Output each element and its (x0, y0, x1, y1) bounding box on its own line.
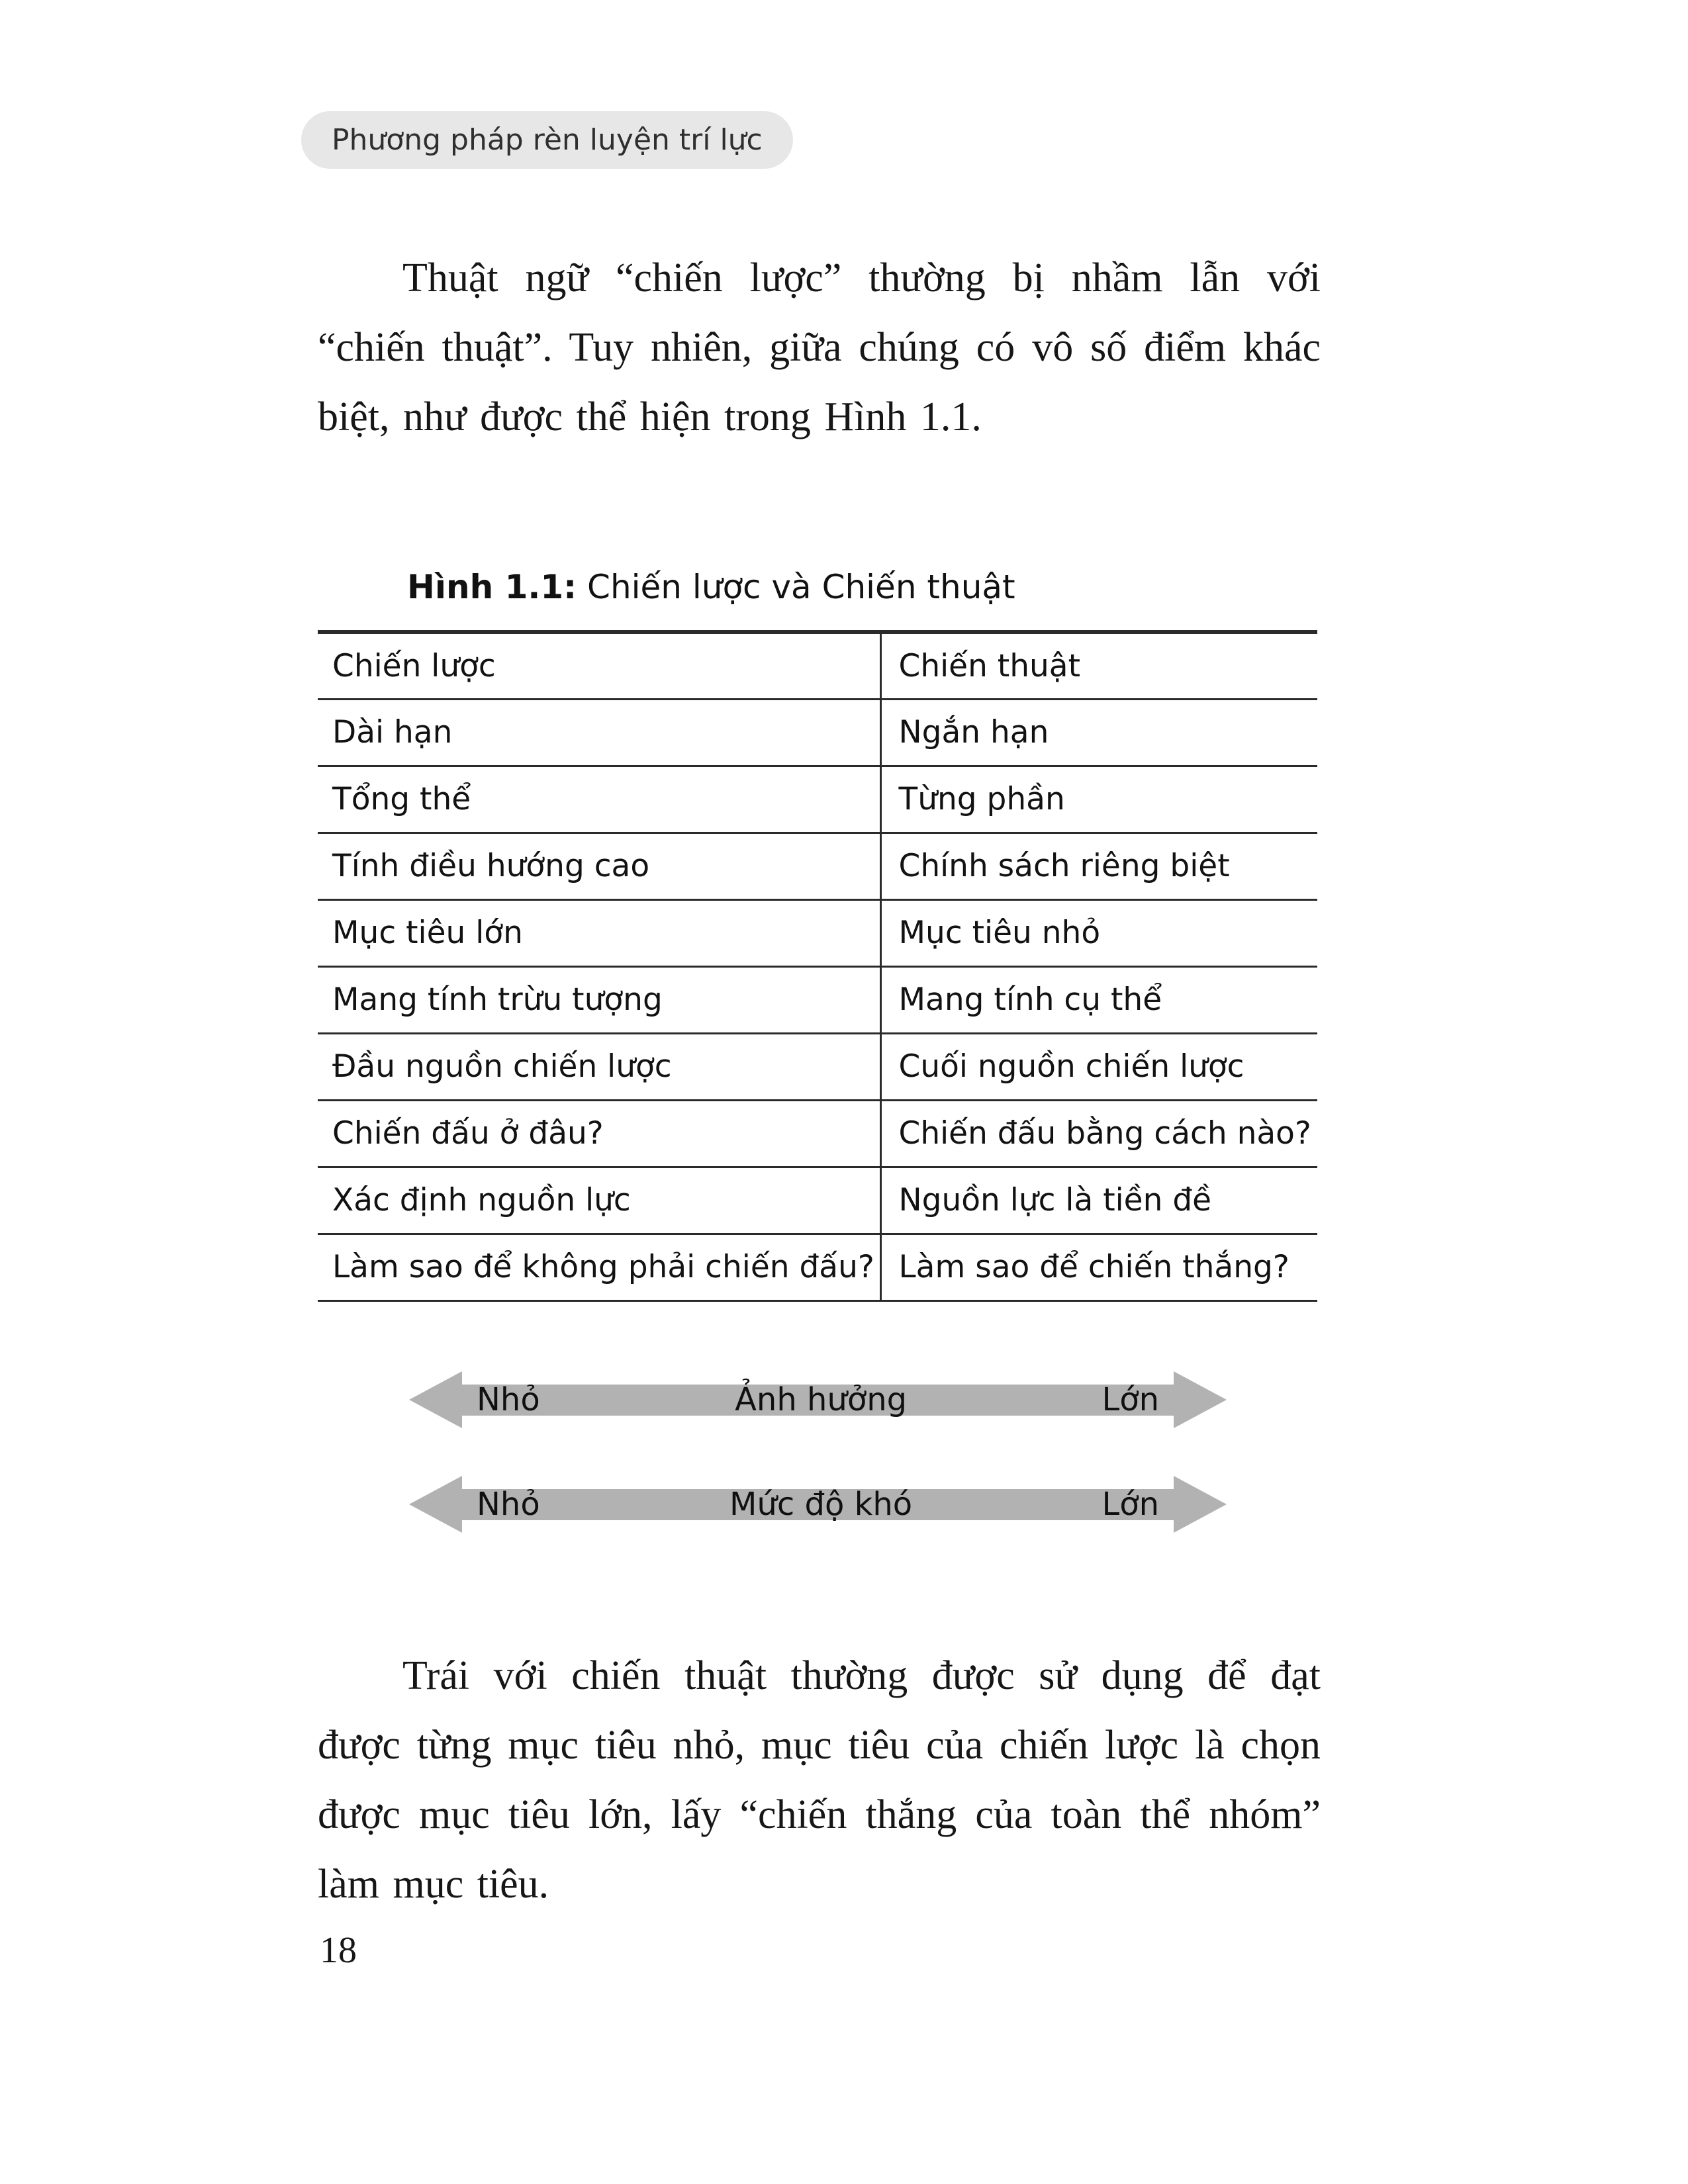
arrow-label-center: Ảnh hưởng (735, 1381, 908, 1418)
table-cell-left: Chiến đấu ở đâu? (318, 1100, 880, 1167)
table-cell-left: Mang tính trừu tượng (318, 966, 880, 1033)
arrow-left-head-icon (409, 1476, 462, 1533)
arrow-label-left: Nhỏ (477, 1381, 540, 1418)
arrow-bar (462, 1381, 1174, 1418)
arrow-right-head-icon (1174, 1476, 1227, 1533)
table-row (318, 699, 1317, 766)
table-row (318, 899, 1317, 966)
arrow-label-right: Lớn (1102, 1381, 1159, 1418)
running-head-label: Phương pháp rèn luyện trí lực (332, 123, 763, 157)
table-cell-right: Cuối nguồn chiến lược (880, 1033, 1317, 1100)
running-head (301, 111, 793, 169)
table-row (318, 1033, 1317, 1100)
arrow-label-left: Nhỏ (477, 1485, 540, 1523)
paragraph-intro: Thuật ngữ “chiến lược” thường bị nhầm lẫn với “chiến thuật”. Tuy nhiên, giữa chúng có vô số điểm khác biệt, như được thể hiện trong Hình 1.1. (318, 255, 1321, 439)
table-cell-left: Tính điều hướng cao (318, 833, 880, 899)
paragraph-closing: Trái với chiến thuật thường được sử dụng để đạt được từng mục tiêu nhỏ, mục tiêu của chiến lược là chọn được mục tiêu lớn, lấy “chiến thắng của toàn thể nhóm” làm mục tiêu. (318, 1653, 1321, 1907)
table-cell-left: Đầu nguồn chiến lược (318, 1033, 880, 1100)
table-row (318, 1167, 1317, 1234)
figure-caption-text: Chiến lược và Chiến thuật (577, 568, 1015, 606)
table-cell-right: Chiến đấu bằng cách nào? (880, 1100, 1317, 1167)
page-number: 18 (320, 1930, 357, 1971)
table-cell-left: Xác định nguồn lực (318, 1167, 880, 1234)
table-cell-right: Ngắn hạn (880, 699, 1317, 766)
table-cell-right: Chính sách riêng biệt (880, 833, 1317, 899)
arrow-right-head-icon (1174, 1371, 1227, 1428)
strategy-tactics-table (318, 630, 1317, 1302)
table-cell-right: Từng phần (880, 766, 1317, 833)
figure-caption (407, 568, 1015, 606)
table-cell-left: Dài hạn (318, 699, 880, 766)
arrow-bar (462, 1485, 1174, 1523)
table-row (318, 632, 1317, 699)
table-row (318, 1234, 1317, 1300)
table-cell-left: Làm sao để không phải chiến đấu? (318, 1234, 880, 1300)
table-cell-left: Tổng thể (318, 766, 880, 833)
table-row (318, 766, 1317, 833)
table-cell-left: Mục tiêu lớn (318, 899, 880, 966)
table-cell-right: Nguồn lực là tiền đề (880, 1167, 1317, 1234)
table-cell-right: Mang tính cụ thể (880, 966, 1317, 1033)
difficulty-arrow (409, 1468, 1227, 1541)
table-cell-right: Chiến thuật (880, 632, 1317, 699)
table-row (318, 833, 1317, 899)
table-row (318, 1100, 1317, 1167)
arrow-label-center: Mức độ khó (729, 1485, 913, 1523)
table-row (318, 966, 1317, 1033)
arrow-label-right: Lớn (1102, 1485, 1159, 1523)
arrow-left-head-icon (409, 1371, 462, 1428)
figure-caption-label: Hình 1.1: (407, 568, 577, 606)
influence-arrow (409, 1363, 1227, 1436)
table-cell-right: Làm sao để chiến thắng? (880, 1234, 1317, 1300)
table-cell-right: Mục tiêu nhỏ (880, 899, 1317, 966)
table-cell-left: Chiến lược (318, 632, 880, 699)
